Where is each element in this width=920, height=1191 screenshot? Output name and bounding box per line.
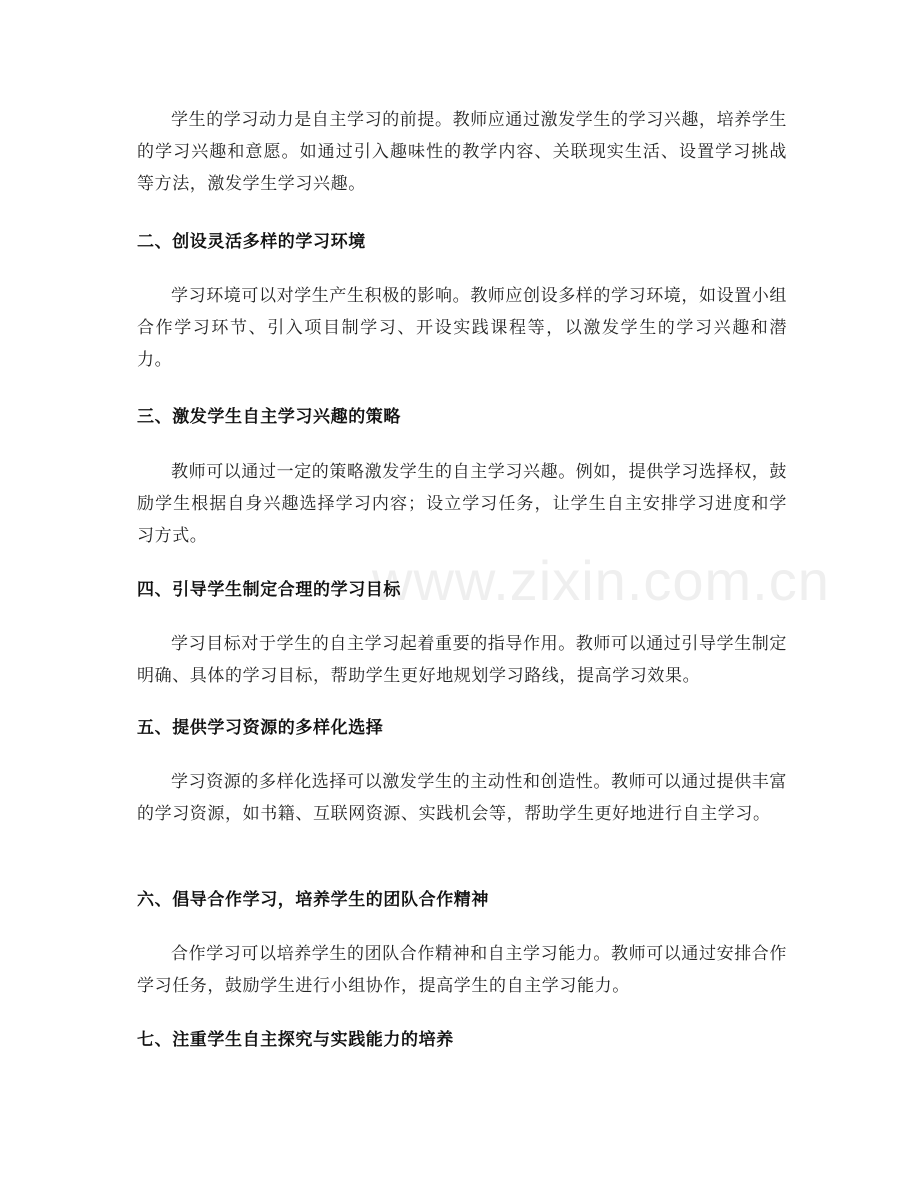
heading-section-6: 六、倡导合作学习，培养学生的团队合作精神 [137, 890, 489, 910]
paragraph-learning-motivation: 学生的学习动力是自主学习的前提。教师应通过激发学生的学习兴趣，培养学生的学习兴趣和意愿。如通过引入趣味性的教学内容、关联现实生活、设置学习挑战等方法，激发学生学习兴趣。 [137, 110, 787, 194]
heading-section-3: 三、激发学生自主学习兴趣的策略 [137, 407, 401, 427]
paragraph-cooperative-learning: 合作学习可以培养学生的团队合作精神和自主学习能力。教师可以通过安排合作学习任务，鼓励学生进行小组协作，提高学生的自主学习能力。 [137, 944, 787, 996]
heading-section-7: 七、注重学生自主探究与实践能力的培养 [137, 1030, 454, 1050]
paragraph-learning-environment: 学习环境可以对学生产生积极的影响。教师应创设多样的学习环境，如设置小组合作学习环节、引入项目制学习、开设实践课程等，以激发学生的学习兴趣和潜力。 [137, 286, 787, 370]
paragraph-learning-resources: 学习资源的多样化选择可以激发学生的主动性和创造性。教师可以通过提供丰富的学习资源，如书籍、互联网资源、实践机会等，帮助学生更好地进行自主学习。 [137, 772, 787, 824]
heading-section-5: 五、提供学习资源的多样化选择 [137, 718, 384, 738]
paragraph-interest-strategy: 教师可以通过一定的策略激发学生的自主学习兴趣。例如，提供学习选择权，鼓励学生根据自身兴趣选择学习内容；设立学习任务，让学生自主安排学习进度和学习方式。 [137, 462, 787, 546]
heading-section-4: 四、引导学生制定合理的学习目标 [137, 580, 401, 600]
watermark-text: www.zixin.com.cn [372, 549, 830, 612]
heading-section-2: 二、创设灵活多样的学习环境 [137, 232, 366, 252]
paragraph-learning-goals: 学习目标对于学生的自主学习起着重要的指导作用。教师可以通过引导学生制定明确、具体的学习目标，帮助学生更好地规划学习路线，提高学习效果。 [137, 634, 787, 686]
